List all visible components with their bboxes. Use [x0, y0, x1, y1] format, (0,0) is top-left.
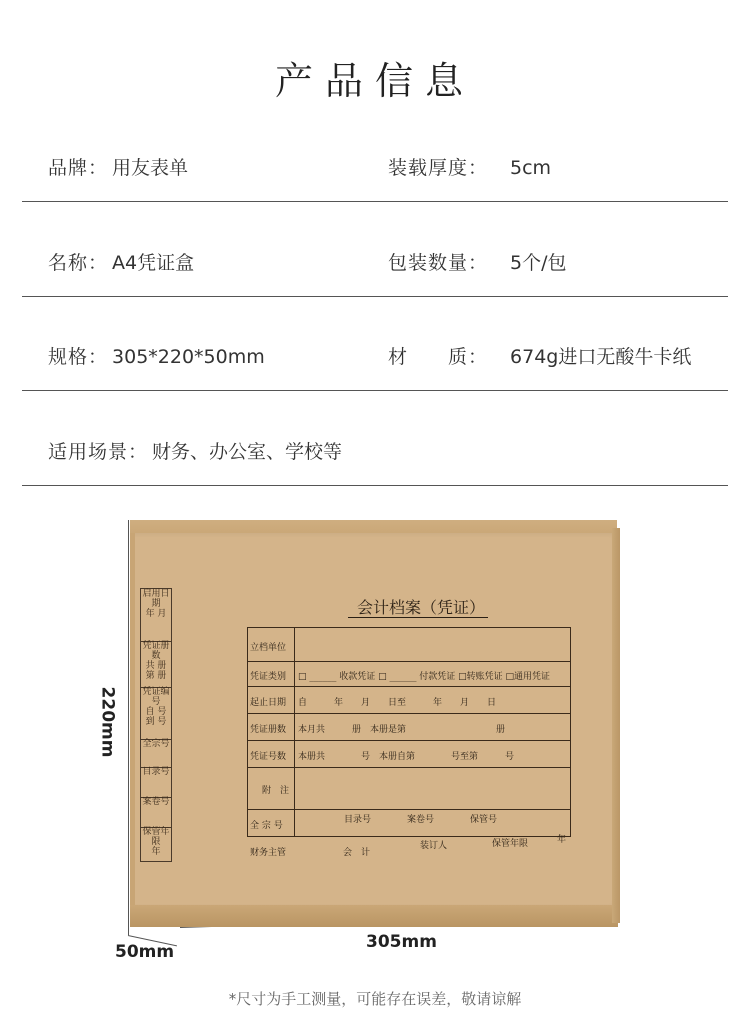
spec-label: 品牌：	[48, 157, 109, 179]
measurement-note: *尺寸为手工测量，可能存在误差，敬请谅解	[228, 990, 522, 1008]
spec-row-3	[22, 296, 728, 391]
depth-dimension-label: 50mm	[115, 942, 175, 962]
form-label: 立档单位	[250, 643, 287, 653]
signature-field: 装订人	[420, 841, 448, 851]
form-text: 目录号 案卷号 保管号	[344, 815, 498, 825]
page-title: 产品信息	[274, 59, 475, 103]
spec-label: 适用场景：	[48, 441, 149, 463]
spec-value: 用友表单	[112, 157, 189, 179]
form-label: 凭证号数	[250, 752, 287, 762]
spine-field: 全宗号	[141, 739, 171, 768]
form-row	[248, 767, 570, 810]
signature-field: 会 计	[343, 848, 371, 858]
form-row	[248, 628, 570, 662]
spec-value: 305*220*50mm	[112, 346, 265, 368]
spine-field: 保管年限 年	[142, 827, 170, 857]
spec-row-2	[22, 202, 728, 297]
spec-value: 674g进口无酸牛卡纸	[510, 346, 692, 368]
box-form-table	[247, 627, 571, 837]
spec-brand	[48, 153, 188, 180]
height-dimension-line	[128, 520, 129, 935]
spec-size	[48, 342, 265, 369]
spec-value: 财务、办公室、学校等	[152, 441, 343, 463]
spec-label: 材 质：	[388, 346, 489, 368]
spine-field: 启用日期 年 月	[141, 589, 171, 642]
box-right-edge	[612, 528, 620, 923]
form-text: 自 年 月 日至 年 月 日	[298, 698, 497, 708]
spec-value: A4凭证盒	[112, 252, 195, 274]
spine-field: 目录号	[141, 767, 171, 798]
form-text: 本册共 号 本册自第 号至第 号	[298, 752, 515, 762]
spec-value: 5cm	[510, 157, 552, 179]
spec-name	[48, 248, 194, 275]
form-label: 附 注	[262, 786, 290, 796]
form-label: 全 宗 号	[250, 821, 283, 831]
spec-row-1	[22, 107, 728, 202]
form-label: 起止日期	[250, 698, 287, 708]
box-bottom-face	[130, 905, 618, 927]
spec-material	[388, 342, 691, 369]
spec-row-4	[22, 391, 728, 486]
spec-label: 装载厚度：	[388, 157, 489, 179]
form-text: □ ______ 收款凭证 □ ______ 付款凭证 □转账凭证 □通用凭证	[298, 672, 551, 682]
form-label: 凭证册数	[250, 725, 287, 735]
spec-label: 规格：	[48, 346, 109, 368]
signature-field: 保管年限	[492, 839, 529, 849]
spec-label: 名称：	[48, 252, 109, 274]
signature-field: 财务主管	[250, 848, 287, 858]
box-spine-label	[140, 588, 172, 862]
spine-field: 案卷号	[141, 797, 171, 828]
form-title-underline	[348, 617, 488, 618]
box-left-edge	[130, 533, 135, 918]
box-form-title: 会计档案（凭证）	[357, 598, 486, 617]
spine-field: 凭证册数 共 册 第 册	[141, 641, 171, 688]
form-row	[248, 809, 570, 836]
spine-field: 凭证编号 自 号 到 号	[141, 687, 171, 740]
form-text: 本月共 册 本册是第 册	[298, 725, 506, 735]
form-label: 凭证类别	[250, 672, 287, 682]
form-row	[248, 713, 570, 741]
height-dimension-label: 220mm	[97, 686, 118, 758]
spec-value: 5个/包	[510, 252, 567, 274]
spec-usage	[48, 437, 342, 464]
spec-label: 包装数量：	[388, 252, 489, 274]
form-row	[248, 661, 570, 687]
width-dimension-label: 305mm	[366, 932, 437, 952]
form-row	[248, 686, 570, 714]
spec-thickness	[388, 153, 551, 180]
signature-field: 年	[557, 835, 567, 845]
form-row	[248, 740, 570, 768]
spec-quantity	[388, 248, 567, 275]
